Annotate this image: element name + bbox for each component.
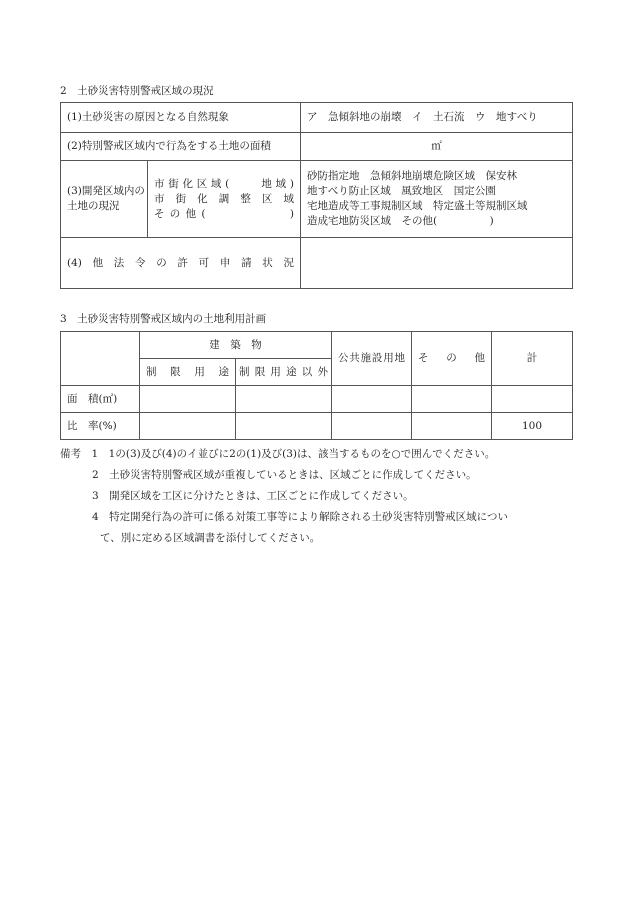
note-item: 2 土砂災害特別警戒区域が重複しているときは、区域ごとに作成してください。 (92, 469, 477, 481)
other-permits-value[interactable] (301, 238, 573, 289)
note-continuation: て、別に定める区域調書を添付してください。 (100, 532, 321, 544)
area-label: (2)特別警戒区域内で行為をする土地の面積 (61, 133, 301, 161)
zone-line: 地すべり防止区域 風致地区 国定公園 (307, 185, 496, 197)
land-option: 市街化区域( 地域) (154, 177, 294, 190)
notes-title: 備考 (60, 448, 81, 460)
header-total: 計 (492, 332, 573, 386)
section2-heading: 2 土砂災害特別警戒区域の現況 (60, 85, 214, 97)
notes (60, 444, 580, 549)
land-option: 市街化調整区域 (154, 192, 294, 205)
section3-heading: 3 土砂災害特別警戒区域内の土地利用計画 (60, 313, 267, 325)
header-other: その他 (412, 332, 492, 386)
zone-line: 宅地造成等工事規制区域 特定盛土等規制区域 (307, 200, 528, 212)
header-public: 公共施設用地 (332, 332, 412, 386)
row-label-area: 面 積(㎡) (61, 386, 140, 413)
note-item: 4 特定開発行為の許可に係る対策工事等により解除される土砂災害特別警戒区域につい (92, 511, 508, 523)
header-non-restricted: 制限用途以外 (236, 359, 332, 386)
natural-phenomenon-value: ア 急傾斜地の崩壊 イ 土石流 ウ 地すべり (301, 103, 573, 133)
note-item: 3 開発区域を工区に分けたときは、工区ごとに作成してください。 (92, 490, 414, 502)
zone-line: 造成宅地防災区域 その他( ) (307, 215, 494, 227)
land-option: その他( ) (154, 207, 294, 220)
zone-line: 砂防指定地 急傾斜地崩壊危険区域 保安林 (307, 170, 517, 182)
header-restricted: 制限用途 (140, 359, 236, 386)
ratio-total: 100 (492, 413, 573, 440)
current-status-table (60, 102, 573, 289)
other-permits-label: (4)他法令の許可申請状況 (61, 238, 301, 289)
land-status-label: (3)開発区域内の土地の現況 (61, 161, 148, 238)
note-item: 1 1の(3)及び(4)のイ並びに2の(1)及び(3)は、該当するものを○で囲んでください。 (91, 448, 496, 460)
area-unit: ㎡ (301, 133, 573, 161)
header-building: 建 築 物 (140, 332, 332, 359)
natural-phenomenon-label: (1)土砂災害の原因となる自然現象 (61, 103, 301, 133)
row-label-ratio: 比 率(%) (61, 413, 140, 440)
land-use-table (60, 331, 573, 440)
